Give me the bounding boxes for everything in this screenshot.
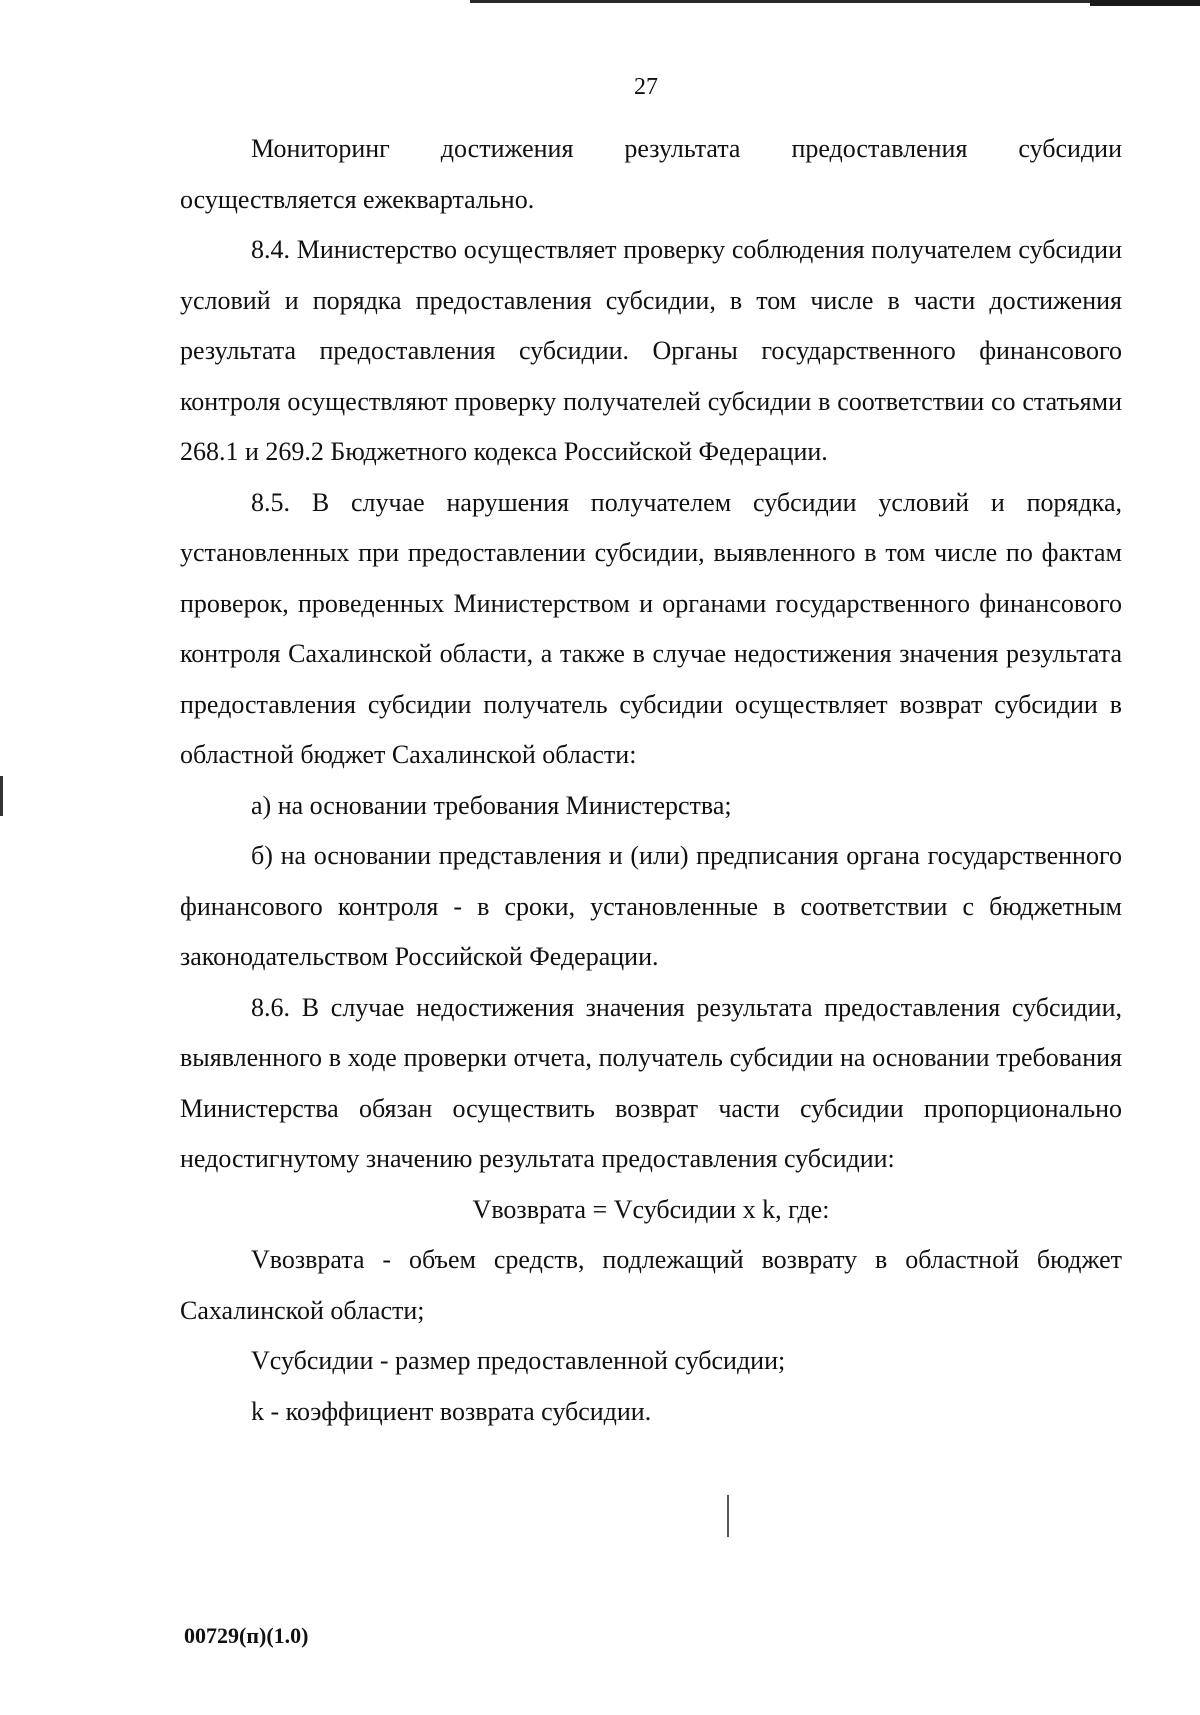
definition-v-subsidy: Vсубсидии - размер предоставленной субсидии; [251,1346,786,1375]
page-number: 27 [634,74,658,100]
paragraph-8-6: 8.6. В случае недостижения значения результата предоставления субсидии, выявленного в ходе проверки отчета, получатель субсидии на основании требования Министерства обязан осуществить возврат части субсидии пропорционально недостигнутому значению результата предоставления субсидии: [180,992,1122,1173]
definition-v-return: Vвозврата - объем средств, подлежащий возврату в областной бюджет Сахалинской области; [180,1245,1122,1325]
scan-artifact-line [727,1495,729,1537]
paragraph-8-4: 8.4. Министерство осуществляет проверку соблюдения получателем субсидии условий и порядка предоставления субсидии, в том числе в части достижения результата предоставления субсидии. Органы государственного финансового контроля осуществляют проверку получателей субсидии в соответствии со статьями 268.1 и 269.2 Бюджетного кодекса Российской Федерации. [180,235,1122,466]
paragraph-monitoring: Мониторинг достижения результата предоставления субсидии осуществляется ежеквартально. [180,134,1122,214]
paragraph-8-5-b: б) на основании представления и (или) предписания органа государственного финансового контроля - в сроки, установленные в соответствии с бюджетным законодательством Российской Федерации. [180,841,1122,971]
scan-margin-mark [0,776,3,816]
document-body [180,124,1122,1437]
definition-k: k - коэффициент возврата субсидии. [251,1396,652,1426]
page-top-edge-shadow [1090,0,1200,6]
paragraph-8-5: 8.5. В случае нарушения получателем субсидии условий и порядка, установленных при предоставлении субсидии, выявленного в том числе по фактам проверок, проведенных Министерством и органами государственного финансового контроля Сахалинской области, а также в случае недостижения значения результата предоставления субсидии получатель субсидии осуществляет возврат субсидии в областной бюджет Сахалинской области: [180,487,1122,769]
formula: Vвозврата = Vсубсидии x k, где: [472,1194,830,1224]
paragraph-8-5-a: а) на основании требования Министерства; [251,790,732,820]
document-code: 00729(п)(1.0) [184,1623,309,1648]
